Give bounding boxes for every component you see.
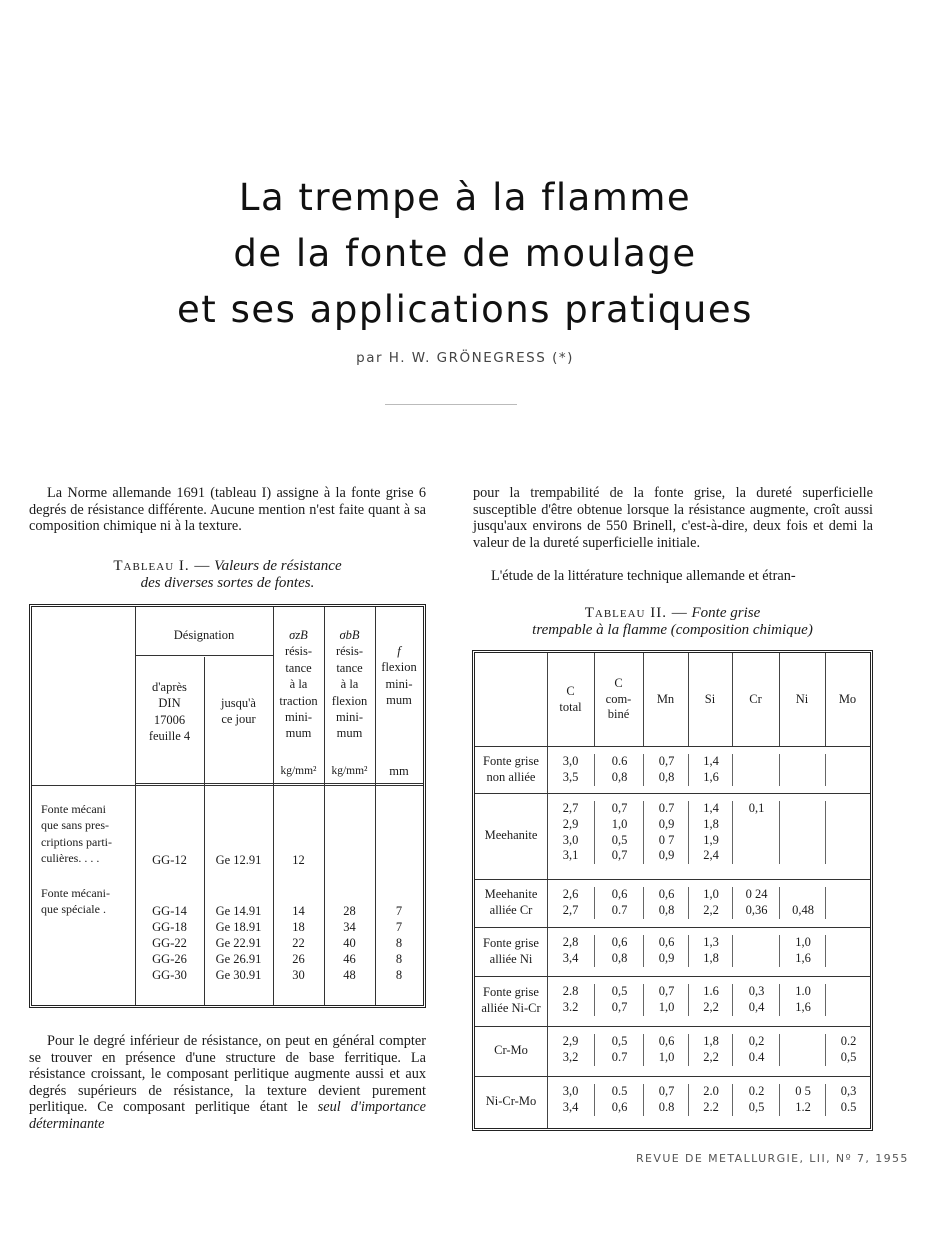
table1-caption-italic: des diverses sortes de fontes.	[140, 575, 315, 591]
table2-cell: 3,4	[562, 950, 579, 965]
table2-cell: 1,9	[688, 833, 733, 849]
paragraph-2	[29, 1033, 426, 1133]
table2-cell	[732, 770, 780, 786]
table2-cell	[825, 848, 871, 864]
header-c-total: C total	[559, 683, 582, 714]
table2-cell: 0 5	[779, 1084, 826, 1100]
table2-cell	[779, 833, 826, 849]
table2-cell	[825, 833, 871, 849]
table2-cell	[732, 817, 780, 833]
header-mo: Mo	[838, 691, 857, 706]
title-line: et ses applications pratiques	[177, 288, 753, 331]
table1-rule	[32, 785, 423, 786]
table2-cell: 3,0	[562, 754, 579, 768]
table1-caption-lead: Tableau I. —	[113, 558, 211, 574]
table2-cell	[779, 887, 826, 903]
table2-cell: 0,48	[779, 903, 826, 919]
group-label-cr-mo: Cr-Mo	[494, 1043, 528, 1058]
table2-cell	[825, 903, 871, 919]
table2-cell	[825, 754, 871, 770]
table2-cell: 2,2	[688, 1000, 733, 1016]
group-label-ni-cr-mo: Ni-Cr-Mo	[485, 1094, 537, 1109]
table2-cell: 0.2	[825, 1034, 871, 1050]
table2-cell: 3.2	[562, 999, 579, 1014]
table2-caption-italic: trempable à la flamme (composition chimique)	[532, 622, 813, 638]
unit-flexion: kg/mm²	[331, 765, 368, 777]
table2-cell: 3,4	[562, 1099, 579, 1114]
table2-cell: 0,6	[594, 887, 644, 903]
table2-cell: 0.8	[643, 1100, 689, 1116]
table2-cell	[825, 1000, 871, 1016]
table2-cell: 3,2	[562, 1049, 579, 1064]
table2-cell	[825, 935, 871, 951]
table2-cell: 0,9	[643, 951, 689, 967]
table2-cell: 0,5	[594, 833, 644, 849]
table2-cell: 2,7	[562, 801, 579, 815]
table2-cell	[825, 887, 871, 903]
table2-cell: 0.7	[643, 801, 689, 817]
table2-cell	[779, 1050, 826, 1066]
header-cr: Cr	[749, 691, 762, 706]
table2-cell	[779, 770, 826, 786]
unit-f: mm	[389, 764, 409, 778]
table2-cell: 2.2	[688, 1100, 733, 1116]
table2-cell: 0.4	[732, 1050, 780, 1066]
table2-cell: 1,3	[688, 935, 733, 951]
table2-cell: 0,4	[732, 1000, 780, 1016]
table2-cell	[779, 801, 826, 817]
table2-cell: 1,0	[688, 887, 733, 903]
table2-cell: 2,4	[688, 848, 733, 864]
article-title	[0, 170, 930, 338]
table2-cell	[779, 817, 826, 833]
table1-rule	[135, 783, 423, 784]
author-line: par H. W. GRÖNEGRESS (*)	[356, 350, 574, 366]
title-separator	[385, 404, 517, 405]
table2-cell	[779, 1034, 826, 1050]
table2-cell	[779, 848, 826, 864]
header-ni: Ni	[795, 691, 809, 706]
table2-cell: 0.5	[594, 1084, 644, 1100]
table2-cell: 0,5	[825, 1050, 871, 1066]
table2-cell: 2.0	[688, 1084, 733, 1100]
header-si: Si	[704, 691, 716, 706]
header-c-combine: C com- biné	[605, 675, 632, 722]
table2-cell: 2,9	[562, 1034, 579, 1048]
paragraph-2-text: Pour le degré inférieur de résistance, on peut en général compter se trouver en présence d'une structure de base ferritique. La résistance croissant, le composant perlitique augmente aussi et aux degrés supérieurs de résistance, la texture devient purement perlitique. Ce composant perlitique étant le	[29, 1033, 426, 1116]
table2-cell: 3,0	[562, 1084, 579, 1098]
table2-cell: 3,0	[562, 832, 579, 847]
table2-cell: 1.6	[688, 984, 733, 1000]
table2-cell	[732, 951, 780, 967]
group2-label: Fonte mécani- que spéciale .	[41, 886, 110, 917]
table1-caption-italic: Valeurs de résistance	[214, 558, 342, 574]
header-mn: Mn	[656, 691, 675, 706]
table2-cell	[732, 935, 780, 951]
table2-cell: 0,7	[643, 1084, 689, 1100]
header-designation: Désignation	[173, 628, 235, 642]
table1-caption	[29, 558, 426, 592]
table2-cell: 2.8	[562, 984, 579, 998]
group1-label: Fonte mécani que sans pres- criptions parti- culières. . . .	[41, 802, 112, 866]
table2-cell: 1,4	[688, 754, 733, 770]
table2-cell: 1,0	[643, 1000, 689, 1016]
table2-cell: 0,6	[643, 1034, 689, 1050]
table2-caption-italic: Fonte grise	[691, 605, 761, 621]
table2-cell: 2,2	[688, 1050, 733, 1066]
header-f: f flexion mini- mum	[381, 644, 417, 708]
table2-cell: 1,0	[779, 935, 826, 951]
table2-cell: 0.6	[594, 754, 644, 770]
table2-cell: 1,6	[688, 770, 733, 786]
unit-traction: kg/mm²	[280, 765, 317, 777]
group-label-ni: Fonte grise alliée Ni	[483, 935, 539, 966]
table2-cell	[825, 770, 871, 786]
table2-cell: 0,9	[643, 848, 689, 864]
group-label-fonte-grise: Fonte grise non alliée	[483, 753, 539, 784]
intro-paragraph: La Norme allemande 1691 (tableau I) assigne à la fonte grise 6 degrés de résistance différente. Aucune mention n'est faite quant à sa composition chimique ni à la texture.	[29, 485, 426, 535]
table2-cell: 2,8	[562, 935, 579, 949]
table2-cell: 0.2	[732, 1084, 780, 1100]
table2-cell: 1,6	[779, 951, 826, 967]
table2-cell: 0.7	[594, 903, 644, 919]
table2-cell: 1,8	[688, 1034, 733, 1050]
table1-rule	[135, 655, 273, 656]
table2-caption-lead: Tableau II. —	[584, 605, 688, 621]
table-2	[472, 650, 873, 1131]
table2-cell: 0,3	[825, 1084, 871, 1100]
table2-cell: 0 7	[643, 833, 689, 849]
table2-cell: 1,0	[643, 1050, 689, 1066]
table2-caption	[472, 605, 873, 639]
header-din: d'après DIN 17006 feuille 4	[148, 680, 191, 744]
table2-cell: 1,4	[688, 801, 733, 817]
table2-cell: 0,8	[643, 770, 689, 786]
table2-cell: 0,6	[594, 1100, 644, 1116]
table2-cell: 0,8	[643, 903, 689, 919]
table2-cell: 0,6	[643, 935, 689, 951]
table2-cell: 2,9	[562, 816, 579, 831]
table2-cell: 1,6	[779, 1000, 826, 1016]
table2-cell: 1,0	[594, 817, 644, 833]
table2-cell: 2,6	[562, 887, 579, 901]
table2-cell: 0,7	[594, 1000, 644, 1016]
paragraph-2-italic: seul d'importance déterminante	[29, 1099, 426, 1132]
table2-cell: 0,36	[732, 903, 780, 919]
title-line: de la fonte de moulage	[233, 232, 697, 275]
table2-cell: 0,3	[732, 984, 780, 1000]
table2-cell: 0,8	[594, 770, 644, 786]
group-label-meehanite: Meehanite	[484, 828, 538, 843]
header-flexion: σbB résis- tance à la flexion mini- mum	[331, 628, 368, 741]
table2-cell: 0,7	[594, 848, 644, 864]
table2-cell: 1.0	[779, 984, 826, 1000]
table2-cell: 0,7	[594, 801, 644, 817]
table2-cell	[825, 817, 871, 833]
table2-cell: 1,8	[688, 817, 733, 833]
table2-cell	[825, 801, 871, 817]
table2-cell	[732, 754, 780, 770]
table2-cell: 2,7	[562, 902, 579, 917]
group-label-meehanite-cr: Meehanite alliée Cr	[484, 887, 538, 917]
header-jour: jusqu'à ce jour	[221, 696, 256, 727]
table2-cell	[825, 984, 871, 1000]
title-line: La trempe à la flamme	[238, 176, 692, 219]
journal-footer: REVUE DE METALLURGIE, LII, Nº 7, 1955	[636, 1152, 909, 1165]
table2-cell: 0.7	[594, 1050, 644, 1066]
header-traction: σzB résis- tance à la traction mini- mum	[279, 628, 318, 741]
table2-cell: 0,5	[594, 984, 644, 1000]
table2-cell: 3,1	[562, 848, 579, 863]
table2-cell	[732, 833, 780, 849]
table2-cell: 2,2	[688, 903, 733, 919]
table2-cell: 0,8	[594, 951, 644, 967]
table2-cell: 0,2	[732, 1034, 780, 1050]
table2-cell: 0,5	[732, 1100, 780, 1116]
table2-cell: 0,6	[643, 887, 689, 903]
right-paragraph-next: L'étude de la littérature technique allemande et étran-	[491, 568, 796, 584]
table-1: Désignation d'après DIN 17006 feuille 4 jusqu'à ce jour σzB résis- tance à la traction mini- mum σbB résis- tance à la flexion mini- mum f flexion mini- mum kg/mm² kg/mm² mm Fonte mécani que sans pres- criptions parti- culières. . . . Fonte mécani- que spéciale . GG-12 Ge 12.91 12 GG-14 Ge 14.91 14 28 7 GG-18 Ge 18.91 18 34 7 GG-22 Ge 22.91 22 40 8 GG-26 Ge 26.91 26 46 8 GG-30 Ge 30.91 30 48 8	[29, 604, 426, 1008]
table2-cell	[732, 848, 780, 864]
group-label-ni-cr: Fonte grise alliée Ni-Cr	[481, 985, 541, 1015]
table2-cell: 0,7	[643, 754, 689, 770]
table2-cell: 0,6	[594, 935, 644, 951]
table2-cell: 3,5	[562, 769, 579, 784]
table2-cell: 1,8	[688, 951, 733, 967]
table2-cell: 1.2	[779, 1100, 826, 1116]
table2-cell: 0.5	[825, 1100, 871, 1116]
right-paragraph: pour la trempabilité de la fonte grise, la dureté superficielle susceptible d'être obtenue lorsque la résistance augmente, croît aussi jusqu'aux environs de 550 Brinell, c'est-à-dire, deux fois et demi la valeur de la dureté superficielle initiale.	[473, 485, 873, 551]
table2-cell: 0,9	[643, 817, 689, 833]
table2-cell: 0,1	[732, 801, 780, 817]
table2-cell: 0,7	[643, 984, 689, 1000]
table2-cell	[825, 951, 871, 967]
table2-cell: 0,5	[594, 1034, 644, 1050]
table2-cell: 0 24	[732, 887, 780, 903]
table2-cell	[779, 754, 826, 770]
